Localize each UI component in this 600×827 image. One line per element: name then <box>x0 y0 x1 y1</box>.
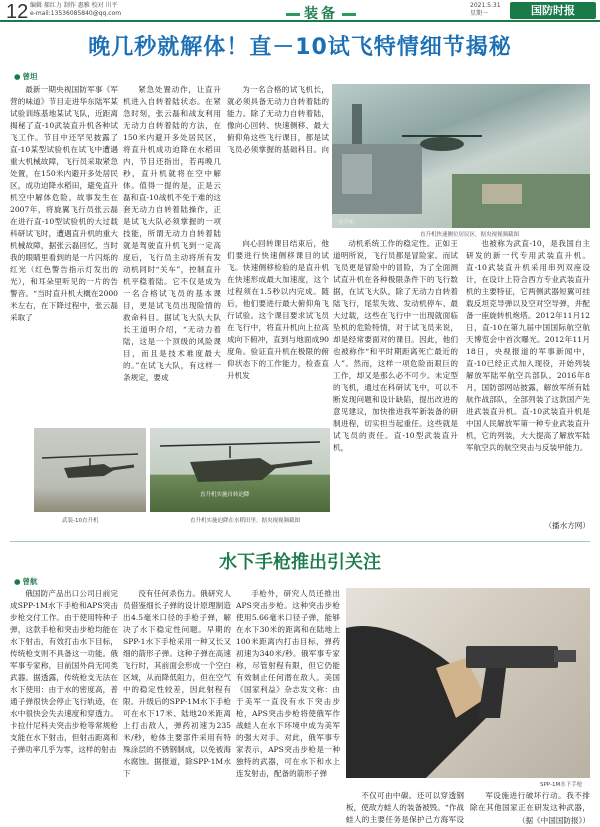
editor-credits <box>30 2 121 18</box>
photo-mid-overlay: 直升机实施自转迫降 <box>200 492 250 498</box>
article1-byline: ● 曾坦 <box>14 71 38 82</box>
article1-headline: 晚几秒就解体！直－10试飞特情细节揭秘 <box>88 35 512 60</box>
article1-column-1: 最新一期央视国防军事《军营的味道》节目走进华东陆军某试验训练基地某试飞队，近距离揭秘了直-10武装直升机各种试飞工作。节目中还罕见披露了直-10某型试验机在试飞中遭遇重大机械故障，飞行员采取紧急处置，在150米内避开多处居民区，成功迫降水稻田，避免直升机空中解体危险。故事发生在2007年，将旋翼飞行员张云磊在进行直-10型试验机的大过载科研试飞时，遭遇直升机的重大机械故障，据张云磊回忆，当时我的眼睛里看到的是一片闪烁的红光（红色警告指示灯发出的光），和耳朵里听见的一片的告警音。“当时直升机大概在2000米左右，在下降过程中，张云磊采取了 <box>10 85 118 322</box>
photo-z10-helicopter <box>34 428 146 512</box>
date-line: 2021.5.31 <box>470 2 501 9</box>
page-number: 12 <box>6 1 29 23</box>
article1-source: （播水方网） <box>544 521 590 530</box>
article2-headline: 水下手枪推出引关注 <box>219 552 381 573</box>
article2-byline: ● 曾航 <box>14 576 38 587</box>
photo-overlay-text: 直升机 <box>338 220 355 226</box>
article2-column-3: 手枪外，研究人员还推出APS突击步枪。这种突击步枪使用5.66毫米口径子弹，能够在水下30米的距离和在陆地上100米距离内打击目标，弹药初速为340米/秒。俄军事专家称，尽管射程有限，但它仍能有效制止任何潜在敌人。美国《国家利益》杂志发文称：由于美军一直没有水下突击步枪，APS突击步枪将使俄军作战蛙人在水下环境中成为美军的强大对手。对此，俄军事专家表示，APS突击步枪是一种独特的武器，可在水下和水上连发射击，配备的箭形子弹 <box>236 589 340 778</box>
article2-column-4: 不仅可由中碳。还可以穿透钢板，使敌方蛙人的装备被毁。“作战蛙人的主要任务是保护己方海军设 <box>346 791 464 824</box>
caption-pistol: SPP-1M水下手枪 <box>540 782 583 788</box>
section-divider <box>10 541 590 542</box>
article1-column-3b: 向心回转课目结束后，他们要进行快速侧移课目的试飞。快速侧移检验的是直升机在快速形成最大加速度，这个过程须在1.5秒以内完成。随后，他们要进行最大俯仰角飞行试验。这个课目要求试飞员在飞行中，将直升机向上拉高成向下俯冲，直到与地面成90度角。验证直升机在极限的俯仰状态下的工作能力，检查直升机发 <box>227 239 329 380</box>
article2-column-5: 军设施进行破坏行动。我不排除在其他国家正在研发这种武器， <box>470 791 590 812</box>
caption-residential: 直升机快速侧位居民区，据央视视频截图 <box>420 232 520 238</box>
photo-helicopter-residential <box>332 84 590 228</box>
article1-column-5: 也被称为武直-10，是我国自主研发的新一代专用武装直升机。直-10武装直升机采用串列双座设计，在设计上符合西方专业武装直升机的主要特征，它两侧武器短翼可挂载反坦克导弹以及空对空导弹，并配备一座旋转机炮塔。2012年11月12日，直-10在第九届中国国际航空航天博览会中首次曝光。2012年11月18日，央视报道的军事新闻中，直-10已经正式加入现役，开始列装解放军陆军航空兵部队。2016年8月，国防部网站披露，解放军所有陆航作战部队，全部列装了这款国产先进武装直升机。直-10武装直升机是中国人民解放军第一种专业武装直升机，它的列装，大大提高了解放军陆军航空兵的航空突击与反装甲能力。 <box>466 239 590 452</box>
article1-column-4: 动机系统工作的稳定性。正如王道明所说，飞行员都是冒险家。而试飞员更是冒险中的冒险，为了全面测试直升机在各种极限条件下的飞行数据，在试飞大队，除了无动力自转着陆飞行，尾浆失效、发动机停车、最大过载，这些在飞行中一出现就面临坠机的危险特情，对于试飞员来说，却是经常要面对的课目。因此，他们也被称作“和平时期距离死亡最近的人”。然而，这样一项危险而艰巨的工作，却又是那么必不可少。未定型的飞机，通过在科研试飞中，可以不断发现问题和设计缺陷，提出改进的意见建议，加快推进我军新装备的研制进程，切实担当起重任。这些就是试飞员的责任。直-10型武装直升机， <box>333 239 458 452</box>
weekday-line: 星期一 <box>470 10 489 17</box>
section-name: 装备 <box>282 3 360 23</box>
article1-column-2: 紧急处置动作，让直升机进入自转着陆状态。在紧急时刻，张云磊和战友利用无动力自转着陆的方法，在150米内避开多处居民区，将直升机成功迫降在水稻田内，节目还指出，若再晚几秒，直升机就将在空中解体。值得一提的是，正是云磊和直-10战机不免于难的这套无动力自转着陆操作，正是试飞大队必须掌握的一项技能，所谓无动力自转着陆就是驾驶直升机飞到一定高度后，飞行员主动将所有发动机同时“关车”，控制直升机平稳着陆。它不仅是成为一名合格试飞员的基本课目，更是试飞员出现险情的救命科目。据试飞大队大队长王道明介绍，“无动力着陆，这是一个顶级的风险课目，而且是技术难度最大的。”在试飞大队，有这样一条规定，要成 <box>123 85 221 382</box>
editors-line: 编辑 郝红力 制作 惠雅 校对 川平 <box>30 2 118 9</box>
article2-column-1: 俄国防产品出口公司日前完成SPP-1M水下手枪和APS突击步枪交付工作。由于使用特种子弹，这款手枪和突击步枪均能在水下射击，有效打击水下目标，传统枪支则不具备这一功能。俄军事专家称，目前国外尚无同类武器。据透露，传统枪支无法在水下使用：由于水的密度高，普通子弹很快会停止飞行轨迹，在水中很快会失去速度和穿透力。卡拉什尼科夫突击步枪等常规枪支能在水下射击，但射击距离和子弹功率几乎为零，这样的射击 <box>10 589 118 754</box>
photo-rice-field-landing <box>150 428 330 512</box>
caption-rice-field: 直升机实施迫降在水稻田里。据央视视频截图 <box>190 518 301 524</box>
photo-underwater-pistol <box>346 588 590 778</box>
article2-source: （据《中国国防报》） <box>517 816 590 825</box>
article1-column-3a: 为一名合格的试飞机长，就必须具备无动力自转着陆的能力。除了无动力自转着陆，像向心回转、快速侧移、最大俯仰角这些飞行课目，都是试飞员必须掌握的基础科目。向 <box>227 85 329 154</box>
caption-z10: 武装-10直升机 <box>62 518 99 524</box>
issue-date <box>470 2 501 18</box>
page-header <box>0 0 600 22</box>
email-line: e-mail:13536085840@qq.com <box>30 10 122 17</box>
newspaper-logo: 国防时报 <box>510 2 596 19</box>
article2-column-2: 没有任何杀伤力。俄研究人员借鉴细长子弹的设计原理制造出4.5毫米口径的手枪子弹，解决了水下稳定性问题。早期的SPP-1水下手枪采用一种又长又细的箭形子弹。这种子弹在高速飞行时，其前面会形成一个空白区域，从而降低阻力，但在空气中的稳定性较差，因此射程有限。升级后的SPP-1M水下手枪可在水下17米、陆地20米距离上打击敌人，弹药初速为235米/秒，枪体主要部件采用有特殊涂层的不锈钢制成，以免被海水腐蚀。据报道，除SPP-1M水下 <box>123 589 231 778</box>
